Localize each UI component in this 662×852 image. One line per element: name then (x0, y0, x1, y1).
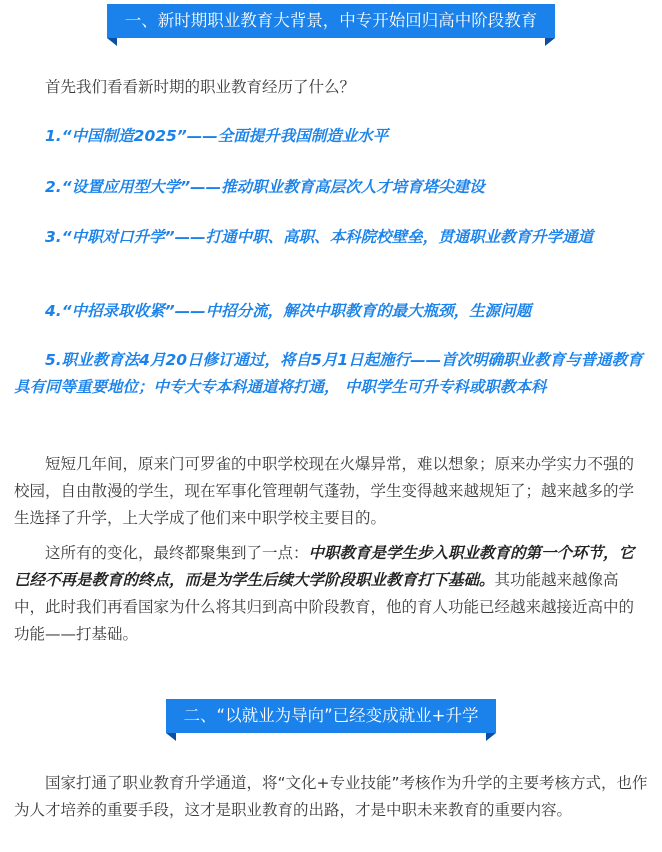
paragraph-2-end: 其功能越来越像高中，此时我们再看国家为什么将其归到高中阶段教育，他的育人功能已经越来越接近高中的功能——打基础。 (14, 571, 635, 643)
section2-heading: 二、“以就业为导向”已经变成就业+升学 (166, 699, 497, 733)
paragraph-2 (14, 540, 648, 648)
section1-heading: 一、新时期职业教育大背景，中专开始回归高中阶段教育 (107, 4, 556, 38)
section2-banner (0, 699, 662, 733)
paragraph-1: 短短几年间，原来门可罗雀的中职学校现在火爆异常，难以想象；原来办学实力不强的校园，自由散漫的学生，现在军事化管理朝气蓬勃，学生变得越来越规矩了；越来越多的学生选择了升学，上大学成了他们来中职学校主要目的。 (14, 455, 635, 527)
point-5: 5.职业教育法4月20日修订通过，将自5月1日起施行——首次明确职业教育与普通教育具有同等重要地位；中专大专本科通道将打通， 中职学生可升专科或职教本科 (14, 351, 643, 396)
point-2: 2.“设置应用型大学”——推动职业教育高层次人才培育塔尖建设 (45, 178, 485, 196)
paragraph-2-emphasis: 中职教育是学生步入职业教育的第一个环节，它已经不再是教育的终点，而是为学生后续大学阶段职业教育打下基础。 (14, 544, 635, 589)
paragraph-2-start: 这所有的变化，最终都聚集到了一点： (45, 544, 309, 562)
section2-paragraph: 国家打通了职业教育升学通道，将“文化+专业技能”考核作为升学的主要考核方式，也作为人才培养的重要手段，这才是职业教育的出路，才是中职未来教育的重要内容。 (14, 774, 648, 819)
point-4: 4.“中招录取收紧”——中招分流，解决中职教育的最大瓶颈，生源问题 (45, 302, 532, 320)
section1-banner (0, 4, 662, 38)
point-1: 1.“中国制造2025”——全面提升我国制造业水平 (45, 127, 389, 145)
point-3: 3.“中职对口升学”——打通中职、高职、本科院校壁垒，贯通职业教育升学通道 (45, 228, 594, 246)
section1-intro: 首先我们看看新时期的职业教育经历了什么？ (45, 78, 356, 96)
